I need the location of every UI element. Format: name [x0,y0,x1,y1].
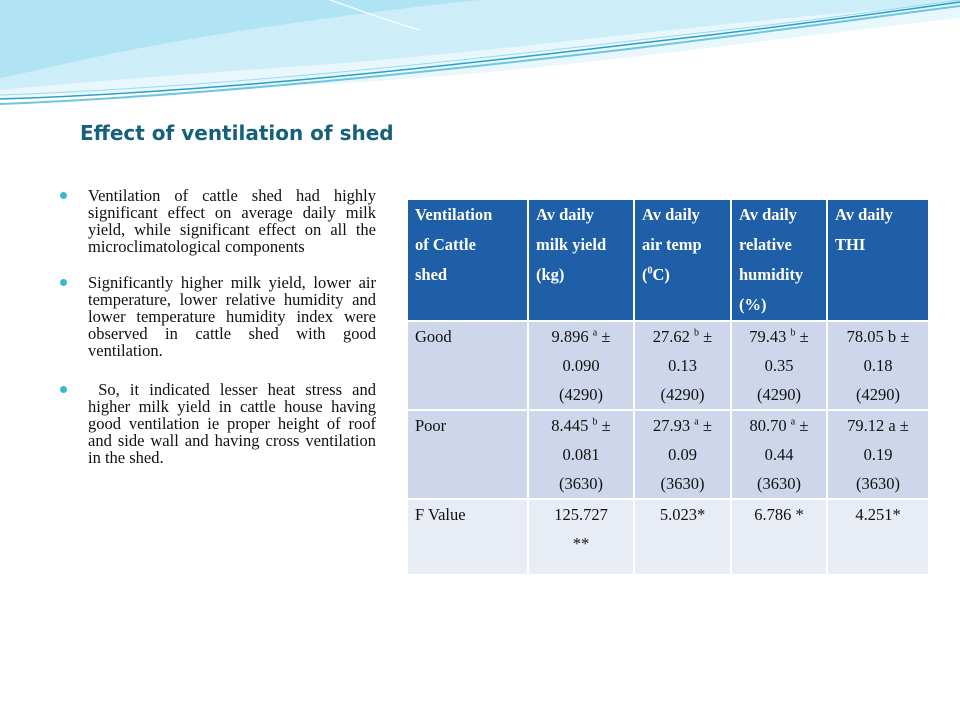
bullet-item [60,380,381,467]
table-row-f-value [408,499,928,574]
table-cell: 79.43 $^b$ ± 0.35 (4290) [731,321,827,410]
header-wave-decoration [0,0,960,130]
table-cell: 4.251* [827,499,928,574]
table-header-row [408,200,928,321]
table-cell: 27.62 $^b$ ± 0.13 (4290) [634,321,731,410]
header-relative-humidity: Av daily relative humidity (%) [731,200,827,321]
table-cell: 79.12 a ± 0.19 (3630) [827,410,928,499]
bullet-dot-icon [60,192,67,199]
table-row [408,321,928,410]
table-cell: 78.05 b ± 0.18 (4290) [827,321,928,410]
bullet-item [60,187,376,255]
row-label: Good [408,321,528,410]
bullet-dot-icon [60,386,67,393]
table-cell: 80.70 $^a$ ± 0.44 (3630) [731,410,827,499]
table-cell: 125.727 ** [528,499,634,574]
header-thi: Av daily THI [827,200,928,321]
bullet-list [60,186,381,485]
table-cell: 5.023* [634,499,731,574]
row-label: F Value [408,499,528,574]
table-cell: 8.445 $^b$ ± 0.081 (3630) [528,410,634,499]
table-cell: 27.93 $^a$ ± 0.09 (3630) [634,410,731,499]
header-air-temp: Av daily air temp ($^0$C) [634,200,731,321]
bullet-text: Ventilation of cattle shed had highly significant effect on average daily milk yield, while significant effect on all the microclimatological components [88,186,376,256]
bullet-text: So, it indicated lesser heat stress and higher milk yield in cattle house having good ventilation ie proper height of roof and side wall and having cross ventilation in the shed. [88,380,381,467]
header-ventilation: Ventilation of Cattle shed [408,200,528,321]
bullet-text: Significantly higher milk yield, lower air temperature, lower relative humidity and lower temperature humidity index were observed in cattle shed with good ventilation. [88,273,376,360]
header-milk-yield: Av daily milk yield (kg) [528,200,634,321]
table-cell: 9.896 $^a$ ± 0.090 (4290) [528,321,634,410]
bullet-item [60,274,376,359]
ventilation-results-table [408,200,928,574]
table-row [408,410,928,499]
row-label: Poor [408,410,528,499]
slide-title: Effect of ventilation of shed [80,121,394,145]
air-temp-unit: ($^0$C) [642,265,670,284]
table-cell: 6.786 * [731,499,827,574]
bullet-dot-icon [60,279,67,286]
